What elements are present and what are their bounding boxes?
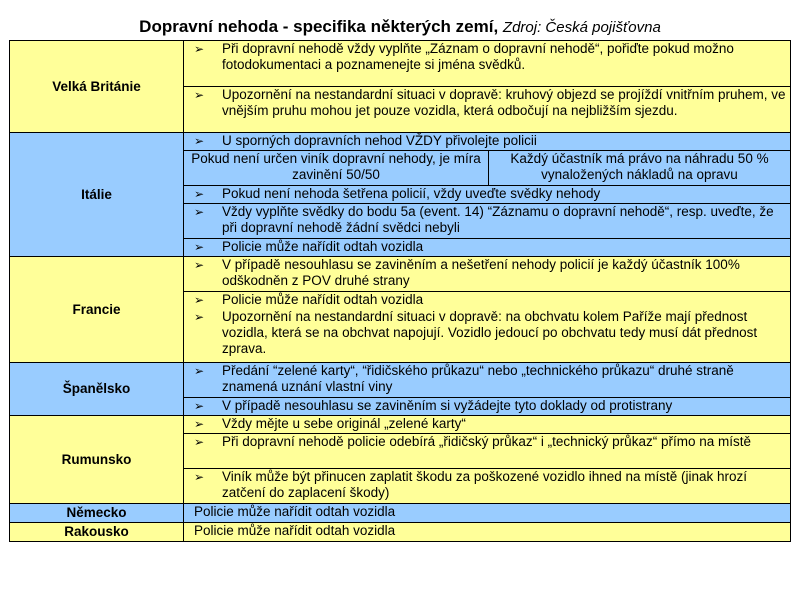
list-item: ➢ Při dopravní nehodě vždy vyplňte „Záznam o dopravní nehodě“, pořiďte pokud možno fotodokumentaci a poznamenejte si jména svědků.	[184, 41, 791, 87]
arrowhead-bullet-icon: ➢	[194, 258, 205, 272]
arrowhead-bullet-icon: ➢	[194, 42, 205, 56]
country-label: Francie	[10, 257, 184, 363]
list-item: Policie může nařídit odtah vozidla	[184, 504, 791, 523]
arrowhead-bullet-icon: ➢	[194, 187, 205, 201]
title-source: Zdroj: Česká pojišťovna	[502, 19, 661, 36]
arrowhead-bullet-icon: ➢	[194, 435, 205, 449]
list-item: ➢ Viník může být přinucen zaplatit škodu za poškozené vozidlo ihned na místě (jinak hrozí zatčení do zaplacení škody)	[184, 469, 791, 504]
list-item: ➢ V případě nesouhlasu se zaviněním a nešetření nehody policií je každý účastník 100% odškodněn z POV druhé strany	[184, 257, 791, 292]
table-row	[10, 504, 791, 523]
list-item: ➢ Vždy vyplňte svědky do bodu 5a (event. 14) “Záznamu o dopravní nehodě“, resp. uveďte, že při dopravní nehodě žádní svědci nebyli	[184, 204, 791, 239]
table-row	[10, 41, 791, 87]
list-item: ➢ U sporných dopravních nehod VŽDY přivolejte policii	[184, 133, 791, 151]
list-item: ➢ Předání “zelené karty“, “řidičského průkazu“ nebo „technického průkazu“ druhé straně znamená uznání vlastní viny	[184, 363, 791, 398]
arrowhead-bullet-icon: ➢	[194, 470, 205, 484]
table-row	[10, 416, 791, 434]
table-row	[10, 363, 791, 398]
arrowhead-bullet-icon: ➢	[194, 364, 205, 378]
country-label: Rumunsko	[10, 416, 184, 504]
country-label: Velká Británie	[10, 41, 184, 133]
list-item: ➢ Upozornění na nestandardní situaci v dopravě: kruhový objezd se projíždí vnitřním pruhem, ve vnějším pruhu mohou jet pouze vozidla, která odbočují na nejbližším sjezdu.	[184, 87, 791, 133]
title-text: Dopravní nehoda - specifika některých zemí,	[139, 17, 499, 36]
table-row	[10, 257, 791, 292]
list-item: ➢ V případě nesouhlasu se zaviněním si vyžádejte tyto doklady od protistrany	[184, 398, 791, 416]
list-item: ➢ Pokud není nehoda šetřena policií, vždy uveďte svědky nehody	[184, 186, 791, 204]
list-item: Policie může nařídit odtah vozidla	[184, 523, 791, 542]
table-row	[10, 133, 791, 151]
arrowhead-bullet-icon: ➢	[194, 293, 205, 307]
list-item: ➢ Policie může nařídit odtah vozidla ➢ Upozornění na nestandardní situaci v dopravě: na obchvatu kolem Paříže mají přednost vozidla, která se na obchvat napojují. Vozidlo jedoucí po obchvatu tedy musí dát přednost zprava.	[184, 292, 791, 363]
arrowhead-bullet-icon: ➢	[194, 88, 205, 102]
arrowhead-bullet-icon: ➢	[194, 417, 205, 431]
arrowhead-bullet-icon: ➢	[194, 205, 205, 219]
country-specifics-table	[9, 40, 791, 542]
page-title	[0, 17, 800, 38]
table-row	[10, 523, 791, 542]
arrowhead-bullet-icon: ➢	[194, 240, 205, 254]
arrowhead-bullet-icon: ➢	[194, 310, 205, 324]
split-cell-right: Každý účastník má právo na náhradu 50 % vynaložených nákladů na opravu	[489, 151, 791, 186]
arrowhead-bullet-icon: ➢	[194, 399, 205, 413]
country-label: Španělsko	[10, 363, 184, 416]
country-label: Německo	[10, 504, 184, 523]
list-item: ➢ Při dopravní nehodě policie odebírá „řidičský průkaz“ i „technický průkaz“ přímo na místě	[184, 434, 791, 469]
arrowhead-bullet-icon: ➢	[194, 134, 205, 148]
list-item: ➢ Policie může nařídit odtah vozidla	[184, 239, 791, 257]
country-label: Itálie	[10, 133, 184, 257]
country-label: Rakousko	[10, 523, 184, 542]
list-item: ➢ Vždy mějte u sebe originál „zelené karty“	[184, 416, 791, 434]
split-cell-left: Pokud není určen viník dopravní nehody, je míra zavinění 50/50	[184, 151, 489, 186]
